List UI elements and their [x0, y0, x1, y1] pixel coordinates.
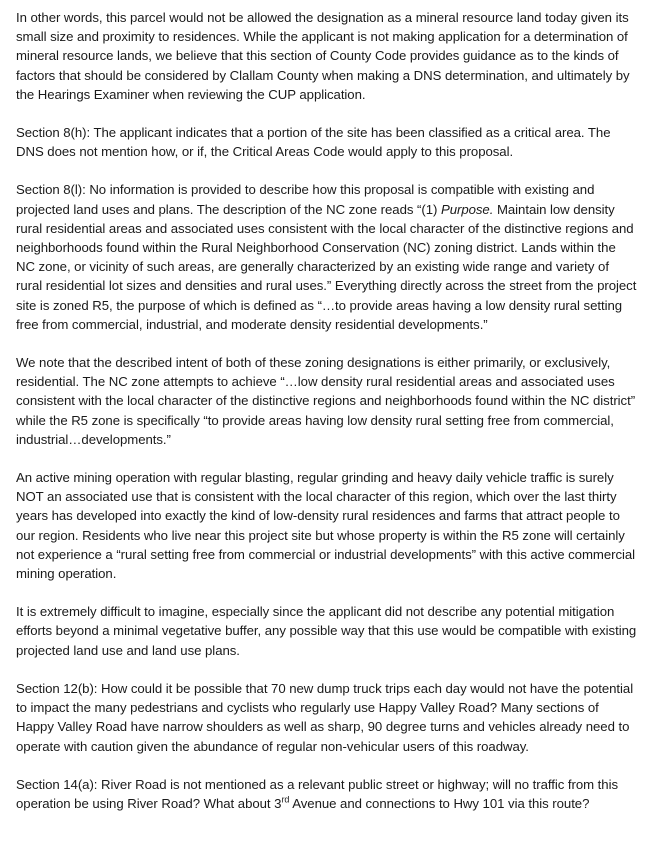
- section-14a-text-end: Avenue and connections to Hwy 101 via this route?: [289, 795, 590, 811]
- paragraph-section-12b: Section 12(b): How could it be possible that 70 new dump truck trips each day would not have the potential to impact the many pedestrians and cyclists who regularly use Happy Valley Road? Many sections of Happy Valley Road have narrow shoulders as well as sharp, 90 degree turns and vehicles already need to operate with caution given the abundance of regular non-vehicular users of this roadway.: [16, 680, 634, 754]
- paragraph-section-8h: Section 8(h): The applicant indicates that a portion of the site has been classified as a critical area. The DNS does not mention how, or if, the Critical Areas Code would apply to this proposal.: [16, 125, 611, 160]
- section-8l-text-start: Section 8(l): No information is provided to describe how this proposal is compatible with existing and projected land uses and plans. The description of the NC zone reads “(1): [16, 182, 595, 217]
- paragraph-zoning-intent: We note that the described intent of both of these zoning designations is either primarily, or exclusively, residential. The NC zone attempts to achieve “…low density rural residential areas and associated uses consistent with the local character of the distinctive regions and neighborhoods found within the NC district” while the R5 zone is specifically “to provide areas having low density rural setting free from commercial, industrial…developments.”: [16, 355, 636, 447]
- purpose-italic-text: Purpose.: [440, 201, 494, 217]
- section-8l-text-end: Maintain low density rural residential areas and associated uses consistent with the local character of the distinctive regions and neighborhoods found within the Rural Neighborhood Conservation (NC) zoning district. Lands within the NC zone, or vicinity of such areas, are generally characterized by an existing wide range and variety of rural residential lot sizes and densities and rural uses.” Everything directly across the street from the project site is zoned R5, the purpose of which is defined as “…to provide areas having a low density rural setting free from commercial, industrial, and moderate density residential developments.”: [16, 201, 637, 332]
- paragraph-section-14a: [16, 775, 637, 813]
- paragraph-mining-operation: An active mining operation with regular blasting, regular grinding and heavy daily vehicle traffic is surely NOT an associated use that is consistent with the local character of this region, which over the last thirty years has developed into exactly the kind of low-density rural residences and farms that attract people to our region. Residents who live near this project site but whose property is within the R5 zone will certainly not experience a “rural setting free from commercial or industrial developments” with this active commercial mining operation.: [16, 470, 636, 582]
- paragraph-mineral-resource: In other words, this parcel would not be allowed the designation as a mineral resource land today given its small size and proximity to residences. While the applicant is not making application for a determination of mineral resource lands, we believe that this section of County Code provides guidance as to the kinds of factors that should be considered by Clallam County when making a DNS determination, and ultimately by the Hearings Examiner when reviewing the CUP application.: [16, 10, 630, 102]
- paragraph-section-8l: [16, 180, 637, 334]
- paragraph-compatibility: It is extremely difficult to imagine, especially since the applicant did not describe any potential mitigation efforts beyond a minimal vegetative buffer, any possible way that this use would be compatible with existing projected land use and land use plans.: [16, 604, 637, 658]
- ordinal-superscript: rd: [281, 794, 290, 805]
- section-14a-text-start: Section 14(a): River Road is not mentioned as a relevant public street or highway; will no traffic from this operation be using River Road? What about 3: [16, 776, 618, 811]
